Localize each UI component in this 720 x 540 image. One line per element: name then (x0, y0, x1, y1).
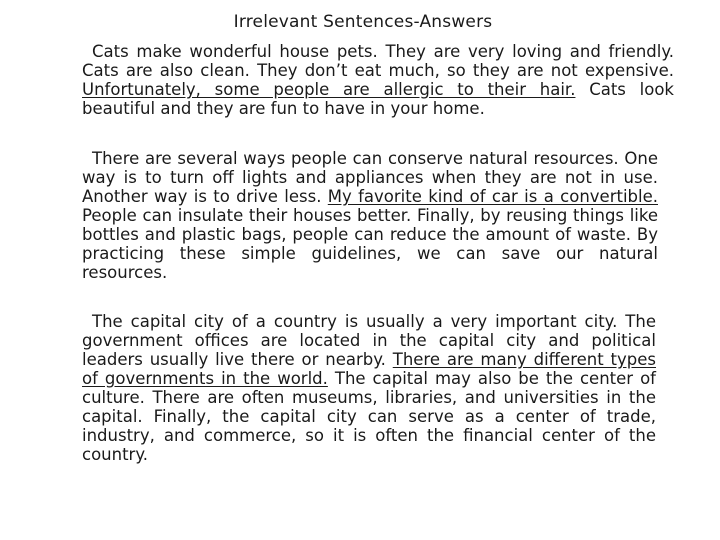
paragraph-text-after: People can insulate their houses better. Finally, by reusing things like bottles and plastic bags, people can reduce the amount of waste. By practicing these simple guidelines, we can save our natural resources. (82, 206, 658, 282)
paragraph-cats (82, 42, 674, 118)
paragraph-text-before: The capital city of a country is usually a very important city. The government offices are located in the capital city and political leaders usually live there or nearby. (82, 312, 656, 369)
paragraph-text-before: Cats make wonderful house pets. They are very loving and friendly. Cats are also clean. They don’t eat much, so they are not expensive. (82, 42, 674, 80)
paragraph-natural-resources (82, 149, 658, 282)
irrelevant-sentence: My favorite kind of car is a convertible. (327, 187, 658, 206)
irrelevant-sentence: Unfortunately, some people are allergic to their hair. (82, 80, 576, 99)
paragraph-capital-city (82, 312, 656, 464)
paragraph-text-before: There are several ways people can conserve natural resources. One way is to turn off lights and appliances when they are not in use. Another way is to drive less. (82, 149, 658, 206)
page-title: Irrelevant Sentences-Answers (233, 12, 493, 32)
irrelevant-sentence: There are many different types of governments in the world. (82, 350, 656, 388)
paragraph-text-after: The capital may also be the center of culture. There are often museums, libraries, and universities in the capital. Finally, the capital city can serve as a center of trade, industry, and commerce, so it is often the financial center of the country. (82, 369, 656, 464)
paragraph-text-after: Cats look beautiful and they are fun to have in your home. (82, 80, 674, 118)
